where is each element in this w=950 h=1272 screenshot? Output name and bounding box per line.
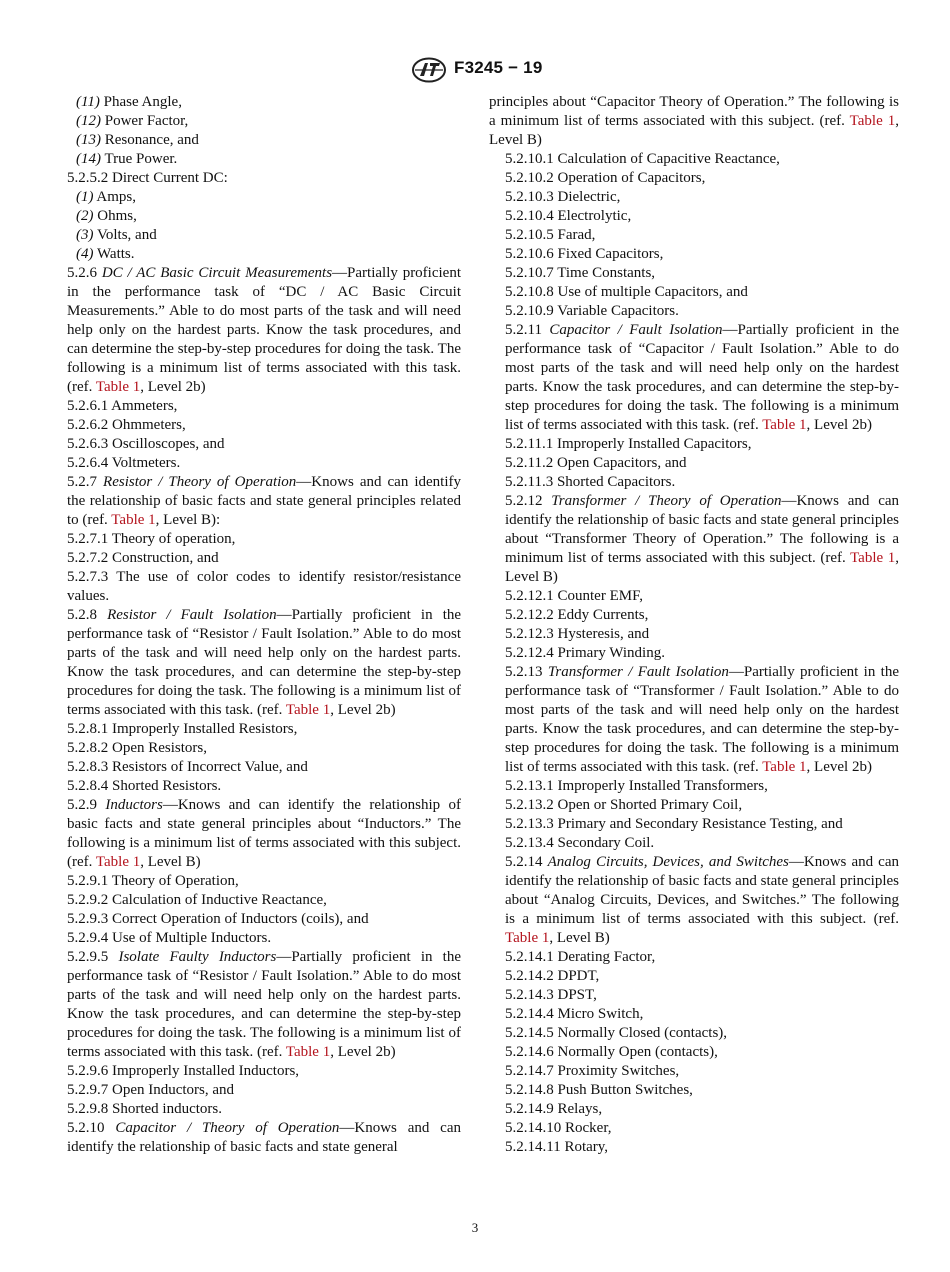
page-number: 3: [471, 1220, 479, 1235]
list-item: (14) True Power.: [76, 151, 178, 167]
list-item: 5.2.8.1 Improperly Installed Resistors,: [67, 721, 298, 737]
astm-logo-icon: [411, 57, 447, 83]
list-item: 5.2.9.8 Shorted inductors.: [67, 1101, 222, 1117]
list-item: (4) Watts.: [76, 246, 135, 262]
list-item: 5.2.6.3 Oscilloscopes, and: [67, 436, 225, 452]
page-header: [0, 57, 950, 83]
list-item: 5.2.11.3 Shorted Capacitors.: [505, 474, 676, 490]
table-1-link[interactable]: Table 1: [285, 1044, 331, 1060]
list-item: 5.2.10.1 Calculation of Capacitive Reactance,: [505, 151, 780, 167]
list-item: 5.2.6.1 Ammeters,: [67, 398, 178, 414]
list-item: 5.2.14.6 Normally Open (contacts),: [505, 1044, 718, 1060]
section-5-2-5-2: 5.2.5.2 Direct Current DC:: [67, 170, 228, 186]
section-5-2-9: 5.2.9 Inductors—Knows and can identify the relationship of basic facts and state general principles about “Inductors.” The following is a minimum list of terms associated with this subject. (ref. Table 1, Level B): [67, 797, 461, 870]
list-item: 5.2.12.2 Eddy Currents,: [505, 607, 649, 623]
list-item: 5.2.10.2 Operation of Capacitors,: [505, 170, 706, 186]
list-item: 5.2.10.5 Farad,: [505, 227, 596, 243]
list-item: 5.2.13.4 Secondary Coil.: [505, 835, 655, 851]
list-item: (13) Resonance, and: [76, 132, 199, 148]
list-item: 5.2.6.2 Ohmmeters,: [67, 417, 186, 433]
list-item: 5.2.10.4 Electrolytic,: [505, 208, 632, 224]
list-item: 5.2.9.4 Use of Multiple Inductors.: [67, 930, 272, 946]
section-5-2-14: 5.2.14 Analog Circuits, Devices, and Switches—Knows and can identify the relationship of basic facts and state general principles about “Analog Circuits, Devices, and Switches.” The following is a minimum list of terms associated with this subject. (ref. Table 1, Level B): [505, 854, 899, 946]
list-item: 5.2.14.7 Proximity Switches,: [505, 1063, 680, 1079]
list-item: 5.2.9.2 Calculation of Inductive Reactance,: [67, 892, 327, 908]
list-item: (2) Ohms,: [76, 208, 137, 224]
section-5-2-7: 5.2.7 Resistor / Theory of Operation—Knows and can identify the relationship of basic facts and state general principles related to (ref. Table 1, Level B):: [67, 474, 461, 528]
section-5-2-10-continued: principles about “Capacitor Theory of Operation.” The following is a minimum list of terms associated with this subject. (ref. Table 1, Level B): [489, 94, 899, 148]
list-item: 5.2.14.3 DPST,: [505, 987, 597, 1003]
section-5-2-8: 5.2.8 Resistor / Fault Isolation—Partially proficient in the performance task of “Resistor / Fault Isolation.” Able to do most parts of the task and will need help only on the hardest parts. Know the task procedures, and can determine the step-by-step procedures for doing the task. The following is a minimum list of terms associated with this task. (ref. Table 1, Level 2b): [67, 607, 462, 718]
table-1-link[interactable]: Table 1: [285, 702, 331, 718]
list-item: 5.2.9.1 Theory of Operation,: [67, 873, 239, 889]
list-item: (3) Volts, and: [76, 227, 157, 243]
list-item: 5.2.9.6 Improperly Installed Inductors,: [67, 1063, 300, 1079]
table-1-link[interactable]: Table 1: [849, 113, 896, 129]
table-1-link[interactable]: Table 1: [111, 512, 156, 528]
list-item: 5.2.14.1 Derating Factor,: [505, 949, 656, 965]
section-5-2-10: 5.2.10 Capacitor / Theory of Operation—Knows and can identify the relationship of basic facts and state general: [67, 1120, 461, 1155]
list-item: 5.2.10.3 Dielectric,: [505, 189, 621, 205]
list-item: 5.2.11.2 Open Capacitors, and: [505, 455, 687, 471]
list-item: 5.2.12.1 Counter EMF,: [505, 588, 643, 604]
list-item: 5.2.9.7 Open Inductors, and: [67, 1082, 235, 1098]
list-item: 5.2.8.2 Open Resistors,: [67, 740, 207, 756]
list-item: 5.2.12.3 Hysteresis, and: [505, 626, 650, 642]
document-id: F3245 − 19: [454, 58, 543, 77]
list-item: 5.2.9.3 Correct Operation of Inductors (coils), and: [67, 911, 369, 927]
list-item: 5.2.13.1 Improperly Installed Transformers,: [505, 778, 768, 794]
list-item: 5.2.14.11 Rotary,: [505, 1139, 609, 1155]
table-1-link[interactable]: Table 1: [762, 417, 807, 433]
table-1-link[interactable]: Table 1: [95, 854, 141, 870]
left-column: [51, 93, 461, 1157]
list-item: 5.2.14.10 Rocker,: [505, 1120, 612, 1136]
section-5-2-13: 5.2.13 Transformer / Fault Isolation—Partially proficient in the performance task of “Transformer / Fault Isolation.” Able to do most parts of the task and will need help only on the hardest parts. Know the task procedures, and can determine the step-by-step procedures for doing the task. The following is a minimum list of terms associated with this task. (ref. Table 1, Level 2b): [505, 664, 900, 775]
list-item: 5.2.10.6 Fixed Capacitors,: [505, 246, 664, 262]
list-item: 5.2.14.5 Normally Closed (contacts),: [505, 1025, 728, 1041]
list-item: (12) Power Factor,: [76, 113, 189, 129]
list-item: 5.2.13.2 Open or Shorted Primary Coil,: [505, 797, 743, 813]
right-column: [489, 93, 899, 1157]
section-5-2-11: 5.2.11 Capacitor / Fault Isolation—Partially proficient in the performance task of “Capacitor / Fault Isolation.” Able to do most parts of the task and will need help only on the hardest parts. Know the task procedures, and can determine the step-by-step procedures for doing the task. The following is a minimum list of terms associated with this task. (ref. Table 1, Level 2b): [505, 322, 899, 433]
section-5-2-9-5: 5.2.9.5 Isolate Faulty Inductors—Partially proficient in the performance task of “Resistor / Fault Isolation.” Able to do most parts of the task and will need help only on the hardest parts. Know the task procedures, and can determine the step-by-step procedures for doing the task. The following is a minimum list of terms associated with this task. (ref. Table 1, Level 2b): [67, 949, 462, 1060]
list-item: 5.2.13.3 Primary and Secondary Resistance Testing, and: [505, 816, 843, 832]
table-1-link[interactable]: Table 1: [762, 759, 807, 775]
table-1-link[interactable]: Table 1: [850, 550, 896, 566]
list-item: 5.2.6.4 Voltmeters.: [67, 455, 181, 471]
list-item: (1) Amps,: [76, 189, 137, 205]
list-item: 5.2.14.9 Relays,: [505, 1101, 603, 1117]
list-item: 5.2.10.9 Variable Capacitors.: [505, 303, 679, 319]
list-item: 5.2.10.8 Use of multiple Capacitors, and: [505, 284, 748, 300]
list-item: 5.2.11.1 Improperly Installed Capacitors,: [505, 436, 752, 452]
list-item: 5.2.12.4 Primary Winding.: [505, 645, 665, 661]
list-item: 5.2.14.4 Micro Switch,: [505, 1006, 644, 1022]
list-item: 5.2.7.1 Theory of operation,: [67, 531, 236, 547]
section-5-2-6: 5.2.6 DC / AC Basic Circuit Measurements—Partially proficient in the performance task of “DC / AC Basic Circuit Measurements.” Able to do most parts of the task and will need help only on the hardest parts. Know the task procedures, and can determine the step-by-step procedures for doing the task. The following is a minimum list of terms associated with this task. (ref. Table 1, Level 2b): [67, 265, 461, 395]
list-item: 5.2.7.3 The use of color codes to identify resistor/resistance values.: [67, 569, 461, 604]
list-item: 5.2.14.2 DPDT,: [505, 968, 600, 984]
table-1-link[interactable]: Table 1: [505, 930, 550, 946]
list-item: (11) Phase Angle,: [76, 94, 182, 110]
list-item: 5.2.14.8 Push Button Switches,: [505, 1082, 693, 1098]
section-5-2-12: 5.2.12 Transformer / Theory of Operation—Knows and can identify the relationship of basic facts and state general principles about “Transformer Theory of Operation.” The following is a minimum list of terms associated with this subject. (ref. Table 1, Level B): [505, 493, 900, 585]
list-item: 5.2.8.3 Resistors of Incorrect Value, and: [67, 759, 308, 775]
list-item: 5.2.10.7 Time Constants,: [505, 265, 656, 281]
table-1-link[interactable]: Table 1: [95, 379, 141, 395]
list-item: 5.2.7.2 Construction, and: [67, 550, 219, 566]
list-item: 5.2.8.4 Shorted Resistors.: [67, 778, 222, 794]
